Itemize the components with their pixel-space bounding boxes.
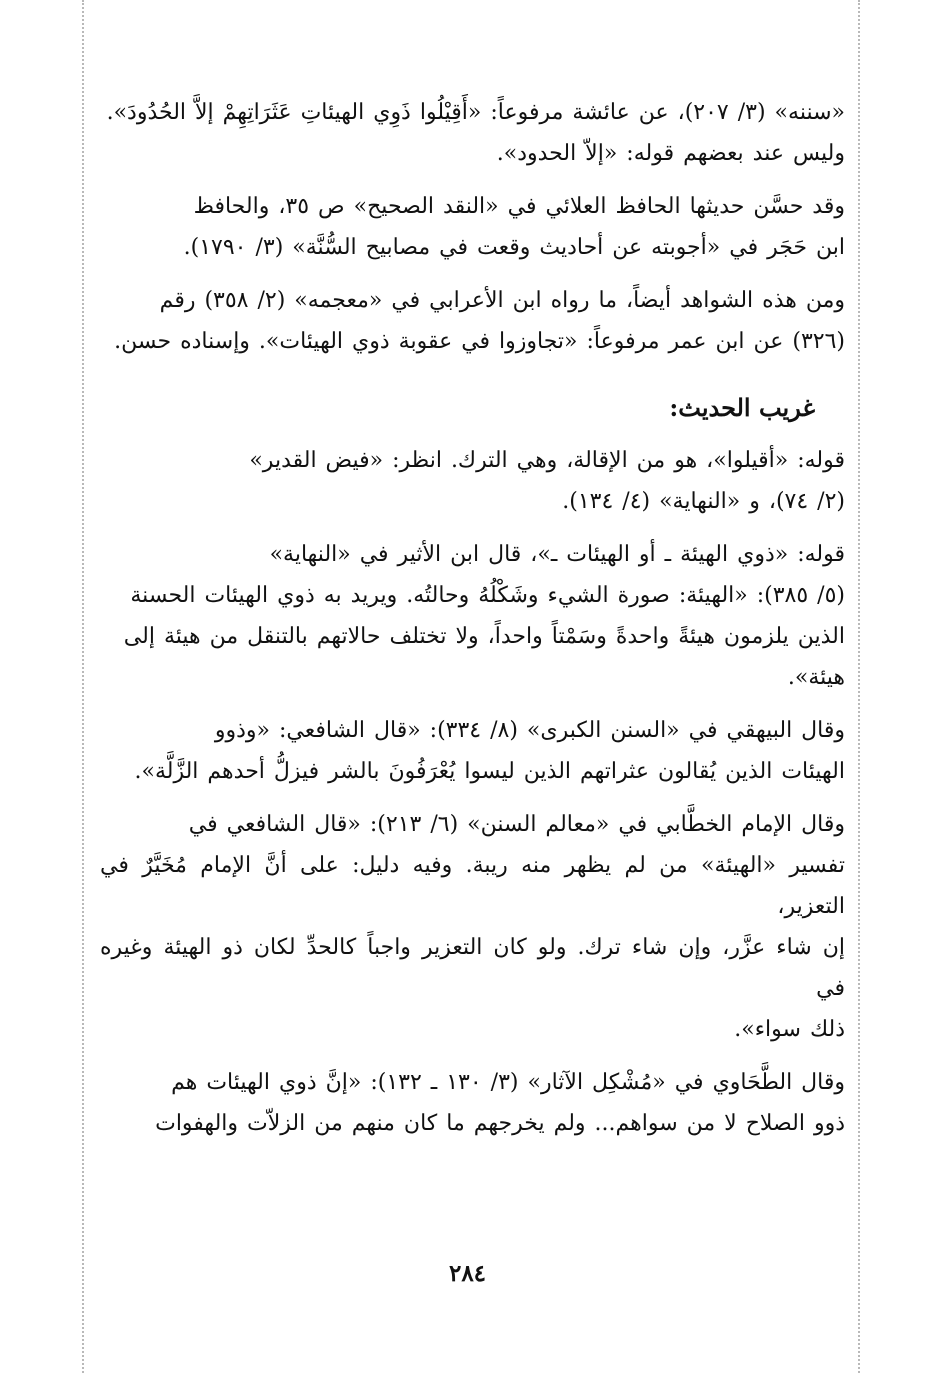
paragraph-4 [100,440,845,522]
text-line: وقال الطَّحَاوي في «مُشْكِل الآثار» (٣/ ١٣٠ ـ ١٣٢): «إنَّ ذوي الهيئات هم [171,1070,845,1095]
text-line: ابن حَجَر في «أجوبته عن أحاديث وقعت في مصابيح السُّنَّة» (٣/ ١٧٩٠). [183,235,845,260]
text-line: هيئة». [787,665,845,690]
page-body [100,92,845,1156]
paragraph-2 [100,186,845,268]
text-line: ومن هذه الشواهد أيضاً، ما رواه ابن الأعرابي في «معجمه» (٢/ ٣٥٨) رقم [159,288,845,313]
text-line: ذلك سواء». [734,1017,845,1042]
text-line: (٣٢٦) عن ابن عمر مرفوعاً: «تجاوزوا في عقوبة ذوي الهيئات». وإسناده حسن. [114,329,845,354]
paragraph-6 [100,710,845,792]
left-margin-rule [82,0,84,1373]
section-heading: غريب الحديث: [669,393,815,422]
text-line: وقال البيهقي في «السنن الكبرى» (٨/ ٣٣٤): «قال الشافعي: «وذوو [214,718,845,743]
text-line: قوله: «أقيلوا»، هو من الإقالة، وهي الترك. انظر: «فيض القدير» [249,448,845,473]
right-margin-rule [858,0,860,1373]
paragraph-7 [100,804,845,1050]
text-line: إن شاء عزَّر، وإن شاء ترك. ولو كان التعزير واجباً كالحدِّ لكان ذو الهيئة وغيره في [100,935,845,1001]
text-line: قوله: «ذوي الهيئة ـ أو الهيئات ـ»، قال ابن الأثير في «النهاية» [269,542,845,567]
text-line: وقد حسَّن حديثها الحافظ العلائي في «النقد الصحيح» ص ٣٥، والحافظ [193,194,845,219]
text-line: الذين يلزمون هيئةً واحدةً وسَمْتاً واحداً، ولا تختلف حالاتهم بالتنقل من هيئة إلى [123,624,845,649]
text-line: ذوو الصلاح لا من سواهم... ولم يخرجهم ما كان منهم من الزلاّت والهفوات [155,1111,845,1136]
paragraph-5 [100,534,845,698]
text-line: (٢/ ٧٤)، و «النهاية» (٤/ ١٣٤). [562,489,845,514]
text-line: (٥/ ٣٨٥): «الهيئة: صورة الشيء وشَكْلُهُ وحالتُه. ويريد به ذوي الهيئات الحسنة [130,583,845,608]
paragraph-3 [100,280,845,362]
page-number: ٢٨٤ [448,1260,487,1287]
text-line: «سننه» (٣/ ٢٠٧)، عن عائشة مرفوعاً: «أَقِيْلُوا ذَوِي الهيئاتِ عَثَرَاتِهِمْ إلاَّ الحُدُودَ». [106,100,845,125]
text-line: وليس عند بعضهم قوله: «إلاّ الحدود». [496,141,845,166]
text-line: الهيئات الذين يُقالون عثراتهم الذين ليسوا يُعْرَفُونَ بالشر فيزلُّ أحدهم الزَّلَّة». [134,759,845,784]
paragraph-1 [100,92,845,174]
text-line: تفسير «الهيئة» من لم يظهر منه ريبة. وفيه دليل: على أنَّ الإمام مُخَيَّرٌ في التعزير، [100,853,845,919]
paragraph-8 [100,1062,845,1144]
text-line: وقال الإمام الخطَّابي في «معالم السنن» (٦/ ٢١٣): «قال الشافعي في [188,812,845,837]
